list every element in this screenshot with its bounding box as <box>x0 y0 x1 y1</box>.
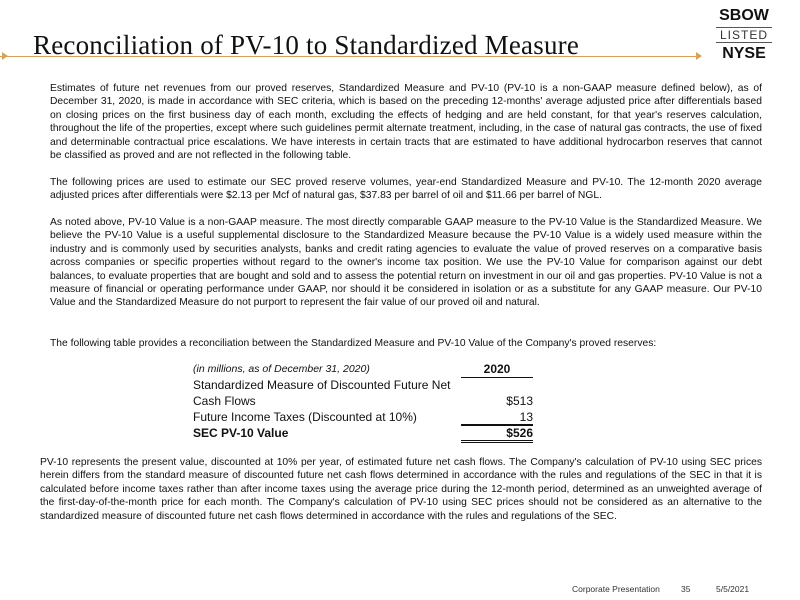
table-row <box>193 393 533 409</box>
paragraph-pv10-definition: PV-10 represents the present value, discounted at 10% per year, of estimated future net cash flows. The Company's calculation of PV-10 using SEC prices herein differs from the standard measure of discounted future net cash flows determined in accordance with the rules and regulations of the SEC in that it is calculated before income taxes rather than after income taxes using the average price during the 12-month period, determined as an unweighted average of the first-day-of-the-month price for each month. The Company's calculation of PV-10 using SEC prices should not be considered as an alternative to the standardized measure of discounted future net cash flows determined in accordance with the rules and regulations of the SEC. <box>40 457 762 522</box>
reconciliation-table <box>193 361 533 441</box>
logo-listed: LISTED <box>716 27 772 43</box>
title-divider <box>0 56 700 57</box>
table-header-row <box>193 361 533 377</box>
table-total-value: $526 <box>461 425 533 443</box>
table-cell-value: 13 <box>461 409 533 425</box>
footer-date: 5/5/2021 <box>716 584 750 594</box>
table-header-label: (in millions, as of December 31, 2020) <box>193 363 370 375</box>
table-row-label: Future Income Taxes (Discounted at 10%) <box>193 410 417 424</box>
logo-exchange: NYSE <box>722 45 766 62</box>
paragraph-table-intro: The following table provides a reconciliation between the Standardized Measure and PV-10 Value of the Company's proved reserves: <box>50 338 657 349</box>
table-row <box>193 409 533 425</box>
table-row <box>193 377 533 393</box>
table-row-label: Cash Flows <box>193 394 256 408</box>
logo-ticker: SBOW <box>719 7 769 24</box>
table-header-year: 2020 <box>461 361 533 378</box>
table-total-label: SEC PV-10 Value <box>193 426 289 440</box>
table-cell-value: $513 <box>506 394 533 408</box>
paragraph-prices: The following prices are used to estimate our SEC proved reserve volumes, year-end Standardized Measure and PV-10. The 12-month 2020 average adjusted prices after differentials were $2.13 per Mcf of natural gas, $37.83 per barrel of oil and $11.66 per barrel of NGL. <box>50 177 762 202</box>
table-row-label: Standardized Measure of Discounted Future Net <box>193 378 451 392</box>
paragraph-non-gaap: As noted above, PV-10 Value is a non-GAAP measure. The most directly comparable GAAP measure to the PV-10 Value is the Standardized Measure. We believe the PV-10 Value is a useful supplemental disclosure to the Standardized Measure because the PV-10 Value is a widely used measure within the industry and is commonly used by securities analysts, banks and credit rating agencies to evaluate the value of proved reserves on a comparative basis across companies or specific properties without regard to the owner's income tax position. We use the PV-10 Value for comparison against our debt balances, to evaluate properties that are bought and sold and to assess the potential return on investment in our oil and gas properties. PV-10 Value is not a measure of financial or operating performance under GAAP, nor should it be considered in isolation or as a substitute for any GAAP measure. Our PV-10 Value and the Standardized Measure do not purport to represent the fair value of our proved oil and natural. <box>50 217 762 309</box>
footer-page-number: 35 <box>681 584 691 594</box>
table-total-row <box>193 425 533 441</box>
paragraph-estimates: Estimates of future net revenues from our proved reserves, Standardized Measure and PV-10 (PV-10 is a non-GAAP measure defined below), as of December 31, 2020, is made in accordance with SEC criteria, which is based on the preceding 12-months' average adjusted price after differentials based on closing prices on the first business day of each month, excluding the effects of hedging and are held constant, for that year's reserves calculation, throughout the life of the properties, except where such guidelines permit alternate treatment, including, in the case of natural gas contracts, the use of fixed and determinable contractual price escalations. We have interests in certain tracts that are estimated to have additional hydrocarbon reserves that cannot be classified as proved and are not reflected in the following table. <box>50 83 762 162</box>
page-title: Reconciliation of PV-10 to Standardized Measure <box>33 30 580 60</box>
title-rule-right-arrow <box>696 52 702 60</box>
sbow-nyse-logo <box>716 8 772 62</box>
footer-presentation-name: Corporate Presentation <box>572 584 660 594</box>
